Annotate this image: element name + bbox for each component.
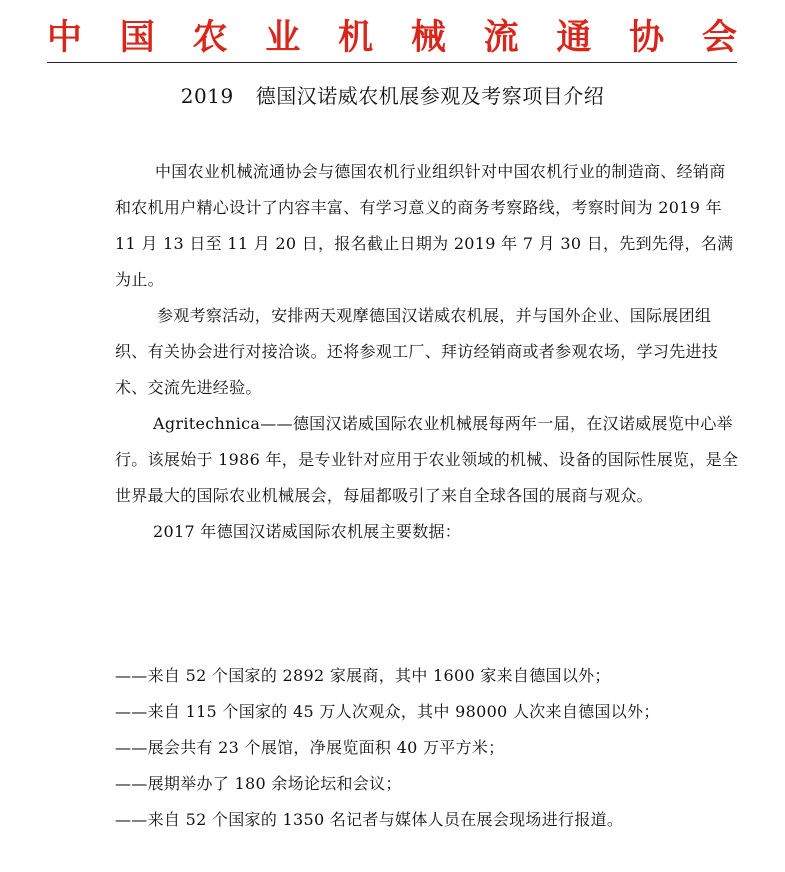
stat-item: ——来自 52 个国家的 1350 名记者与媒体人员在展会现场进行报道。 [115,810,624,829]
org-title-char: 通 [556,17,592,58]
stats-list [115,658,755,838]
stat-item: ——展会共有 23 个展馆，净展览面积 40 万平方米； [115,738,505,757]
document-title [0,80,785,112]
activity-paragraph: 参观考察活动，安排两天观摩德国汉诺威农机展，并与国外企业、国际展团组织、有关协会进行对接洽谈。还将参观工厂、拜访经销商或者参观农场，学习先进技术、交流先进经验。 [115,306,719,397]
org-title-char: 机 [338,17,374,58]
org-title-char: 协 [629,17,665,58]
org-title-char: 会 [701,17,737,58]
document-body [115,154,740,550]
org-title-char: 业 [265,17,301,58]
organization-title [47,14,737,62]
org-title-char: 农 [192,17,228,58]
stats-heading: 2017 年德国汉诺威国际农机展主要数据： [153,522,462,541]
header-divider [47,62,737,63]
org-title-char: 流 [483,17,519,58]
agritechnica-paragraph: Agritechnica——德国汉诺威国际农业机械展每两年一届，在汉诺威展览中心举行。该展始于 1986 年，是专业针对应用于农业领域的机械、设备的国际性展览，是全世界最大的国际农业机械展会，每届都吸引了来自全球各国的展商与观众。 [115,414,739,505]
intro-paragraph: 中国农业机械流通协会与德国农机行业组织针对中国农机行业的制造商、经销商和农机用户精心设计了内容丰富、有学习意义的商务考察路线，考察时间为 2019 年 11 月 13 日至 11 月 20 日，报名截止日期为 2019 年 7 月 30 日，先到先得，名满为止。 [115,162,734,289]
org-title-char: 械 [410,17,446,58]
document-title-year: 2019 [180,84,234,108]
stat-item: ——来自 115 个国家的 45 万人次观众，其中 98000 人次来自德国以外； [115,702,660,721]
document-title-text: 德国汉诺威农机展参观及考察项目介绍 [255,84,605,108]
stat-item: ——来自 52 个国家的 2892 家展商，其中 1600 家来自德国以外； [115,666,611,685]
stat-item: ——展期举办了 180 余场论坛和会议； [115,774,402,793]
org-title-char: 国 [119,17,155,58]
org-title-char: 中 [47,17,83,58]
